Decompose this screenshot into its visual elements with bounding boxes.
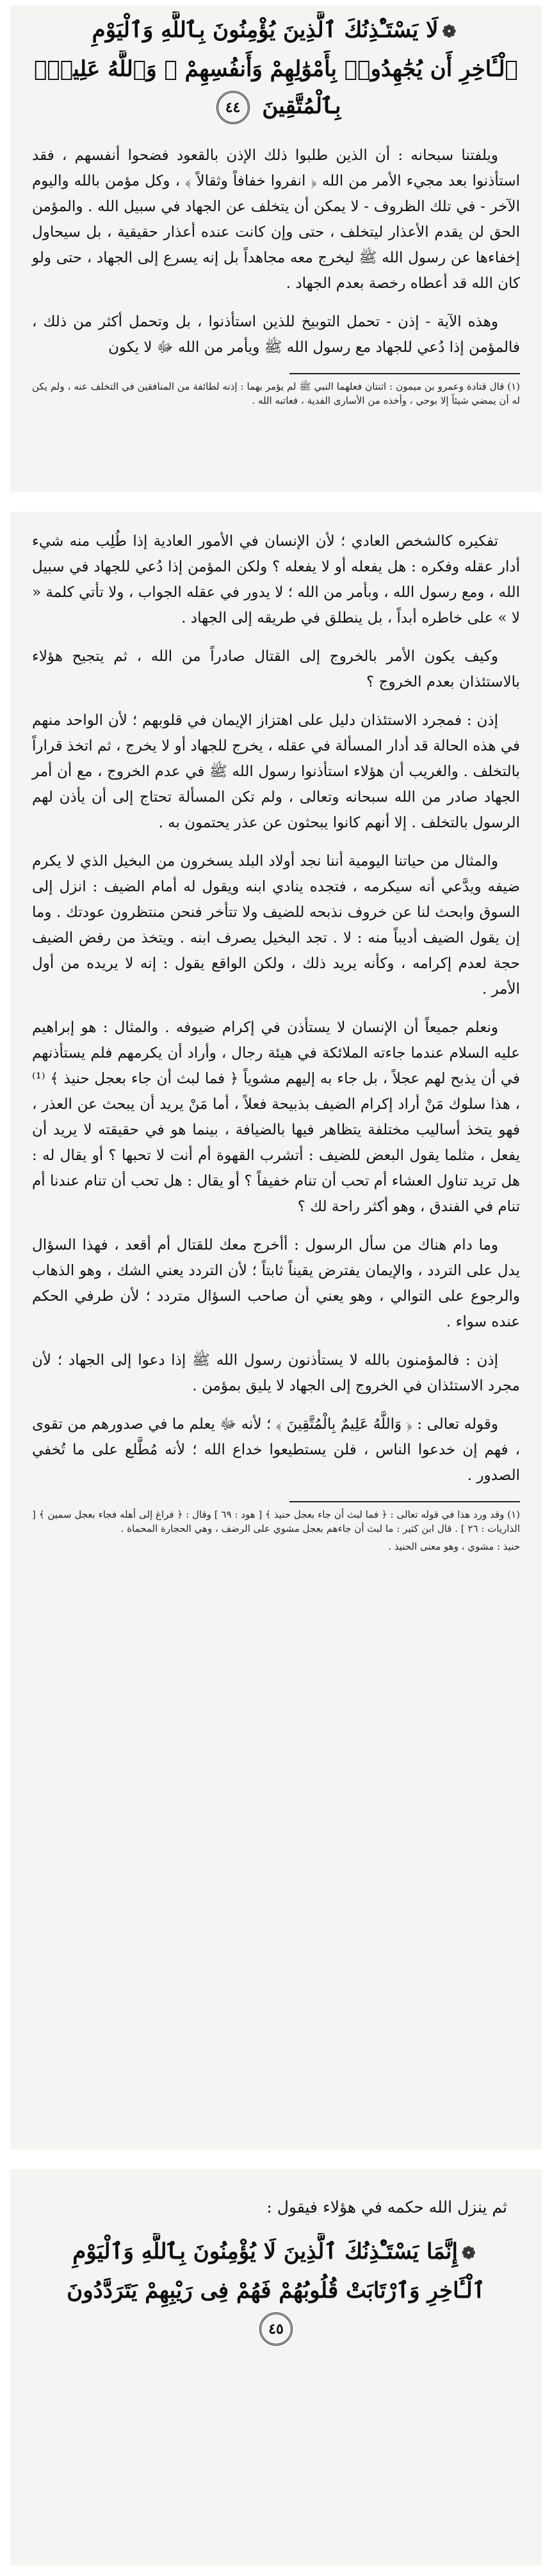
ornament-icon: ❁	[461, 2244, 476, 2263]
page-2	[10, 512, 542, 2150]
page2-paragraph-5: ونعلم جميعاً أن الإنسان لا يستأذن في إكرام ضيوفه . والمثال : هو إبراهيم عليه السلام عندما جاءته الملائكة في هيئة رجال ، وأراد أن يكرمهم فلم يستأذنهم في أن يذبح لهم عجلاً ، بل جاء به إليهم مشوياً ﴿ فما لبث أن جاء بعجل حنيذ ﴾ ⁽¹⁾ ، هذا سلوك مَنْ أراد إكرام الضيف بذبيحة فعلاً ، أما مَنْ يريد أن يبحث عن العذر ، فهو يتخذ أساليب مختلفة يتظاهر فيها بالضيافة ، بينما هو في حقيقته لا يريد أن يفعل ، مثلما يقول البعض للضيف : أتشرب القهوة أم أنت لا تحبها ؟ أو يقال له : هل تريد تناول العشاء أم تحب أن تنام خفيفاً ؟ أو يقال : هل تحب أن تنام عندنا أم تنام في الفندق ، وهو أكثر راحة لك ؟	[32, 1019, 520, 1215]
verse-44-line-2: ٱلْـَٔاخِرِ أَن يُجَٰهِدُوا۟ بِأَمْوَٰلِهِمْ وَأَنفُسِهِمْ ۗ وَٱللَّهُ عَلِيمٌۢ	[34, 56, 518, 82]
page2-footnote-2: حنيذ : مشوي ، وهو معنى الحنيذ .	[388, 1541, 520, 1552]
footnote-separator	[289, 373, 520, 374]
ornament-icon: ❁	[442, 22, 457, 42]
footnote-separator	[289, 1501, 520, 1502]
verse-45-line-2: ٱلْـَٔاخِرِ وَٱرْتَابَتْ قُلُوبُهُمْ فَهُمْ فِى رَيْبِهِمْ يَتَرَدَّدُونَ	[67, 2278, 485, 2303]
page1-footnote: (١) قال قتادة وعمرو بن ميمون : اثنتان فعلهما النبي ﷺ لم يؤمر بهما : إذنه لطائفة من المنافقين في التخلف عنه ، ولم يكن له أن يمضي شيئاً إلا بوحي ، وأخذه من الأسارى الفدية ، فعاتبه الله .	[32, 381, 520, 406]
verse-44-block	[32, 5, 520, 125]
verse-45-line-1-text: إِنَّمَا يَسْتَـْٔذِنُكَ ٱلَّذِينَ لَا يُؤْمِنُونَ بِٱللَّهِ وَٱلْيَوْمِ	[72, 2239, 458, 2264]
page1-paragraph-2: وهذه الآية - إذن - تحمل التوبيخ للذين استأذنوا ، بل وتحمل أكثر من ذلك ، فالمؤمن إذا دُعي للجهاد مع رسول الله ﷺ ويأمر من الله ﷻ لا يكون	[32, 314, 520, 356]
verse-45-line-1	[32, 2233, 520, 2272]
verse-44-line-1-text: لَا يَسْتَـْٔذِنُكَ ٱلَّذِينَ يُؤْمِنُونَ بِٱللَّهِ وَٱلْيَوْمِ	[92, 17, 439, 43]
page2-paragraph-8: وقوله تعالى : ﴿ وَاللَّهُ عَلِيمٌ بِالْمُتَّقِينَ ﴾ ؛ لأنه ﷻ يعلم ما في صدورهم من تقوى ، فهم إن خدعوا الناس ، فلن يستطيعوا خداع الله ؛ لأنه مُطَّلع على ما تُخفي الصدور .	[32, 1416, 520, 1484]
page-3	[10, 2169, 542, 2566]
verse-44-line-1	[32, 12, 520, 51]
page3-intro-text: ثم ينزل الله حكمه في هؤلاء فيقول :	[266, 2198, 507, 2216]
page2-paragraph-1: تفكيره كالشخص العادي ؛ لأن الإنسان في الأمور العادية إذا طُلِب منه شيء أدار عقله وفكره : هل يفعله أو لا يفعله ؟ ولكن المؤمن إذا دُعي للجهاد في سبيل الله ، ومع رسول الله ، وبأمر من الله ؛ لا يدور في عقله الجواب ، ولا تأتي كلمة « لا » على خاطره أبداً ، بل ينطلق في طريقه إلى الجهاد .	[32, 533, 520, 626]
verse-44-line-3-text: بِٱلْمُتَّقِينَ	[262, 93, 341, 119]
page2-paragraph-4: والمثال من حياتنا اليومية أننا نجد أولاد البلد يسخرون من البخيل الذي لا يكرم ضيفه ويدَّعي أنه سيكرمه ، فتجده ينادي ابنه ويقول له أمام الضيف : انزل إلى السوق وابحث لنا عن خروف نذبحه للضيف ولا تتأخر فنحن منتظرون عودتك . وما إن يقول الضيف أديباً منه : لا . تجد البخيل يصرف ابنه . ويتخذ من رفض الضيف حجة لعدم إكرامه ، وكأنه يريد ذلك ، ولكن الواقع يقول : إنه لا يريده من أول الأمر .	[32, 853, 520, 998]
page2-paragraph-3: إذن : فمجرد الاستئذان دليل على اهتزاز الإيمان في قلوبهم ؛ لأن الواحد منهم في هذه الحالة قد أدار المسألة في عقله ، يخرج للجهاد أو لا يخرج ، ثم اتخذ قراراً بالتخلف . والغريب أن هؤلاء استأذنوا رسول الله ﷺ في عدم الخروج ، مع أن أمر الجهاد صادر من الله سبحانه وتعالى ، ولم تكن المسألة تحتاج إلى أن يأذن لهم الرسول بالتخلف . إلا أنهم كانوا يبحثون عن عذر يحتمون به .	[32, 712, 520, 831]
page2-paragraph-6: وما دام هناك من سأل الرسول : أأخرج معك للقتال أم أقعد ، فهذا السؤال يدل على التردد ، والإيمان يفترض يقيناً ثابتاً ؛ لأن التردد يعني الشك ، وهو الذهاب والرجوع على التوالي ، وهو يعني أن صاحب السؤال متردد ؛ لأن طرفي الحكم عنده سواء .	[32, 1237, 520, 1330]
page2-paragraph-7: إذن : فالمؤمنون بالله لا يستأذنون رسول الله ﷺ إذا دعوا إلى الجهاد ؛ لأن مجرد الاستئذان في الخروج إلى الجهاد لا يليق بمؤمن .	[32, 1352, 520, 1394]
page-1	[10, 5, 542, 491]
verse-number-45: ٤٥	[259, 2312, 293, 2346]
verse-45-number-line	[32, 2309, 520, 2346]
page2-paragraph-2: وكيف يكون الأمر بالخروج إلى القتال صادراً من الله ، ثم يتجيح هؤلاء بالاستئذان بعدم الخروج ؟	[32, 648, 520, 690]
verse-44-line-3	[32, 88, 520, 125]
verse-number-44: ٤٤	[216, 91, 250, 124]
verse-45-block	[32, 2227, 520, 2346]
page1-paragraph-1: ويلفتنا سبحانه : أن الذين طلبوا ذلك الإذن بالقعود فضحوا أنفسهم ، فقد استأذنوا بعد مجيء الأمر من الله ﴿ انفروا خفافاً وثقالاً ﴾ ، وكل مؤمن بالله واليوم الآخر - في تلك الظروف - لا يمكن أن يتخلف عن الجهاد في سبيل الله . والمؤمن الحق لن يقدم الأعذار ليتخلف ، حتى وإن كانت عنده أعذار حقيقية ، بل سيحاول إخفاءها عن رسول الله ﷺ ليخرج معه مجاهداً بل إنه يسرع إلى الجهاد ، حتى ولو كان الله قد أعطاه رخصة بعدم الجهاد .	[32, 147, 520, 292]
page2-footnote-1: (١) وقد ورد هذا في قوله تعالى : ﴿ فما لبث أن جاء بعجل حنيذ ﴾ [ هود : ٦٩ ] وقال : ﴿ فراغ إلى أهله فجاء بعجل سمين ﴾ [ الذاريات : ٢٦ ] . قال ابن كثير : ما لبث أن جاءهم بعجل مشوي على الرضف ، وهي الحجارة المحماة .	[32, 1509, 520, 1534]
